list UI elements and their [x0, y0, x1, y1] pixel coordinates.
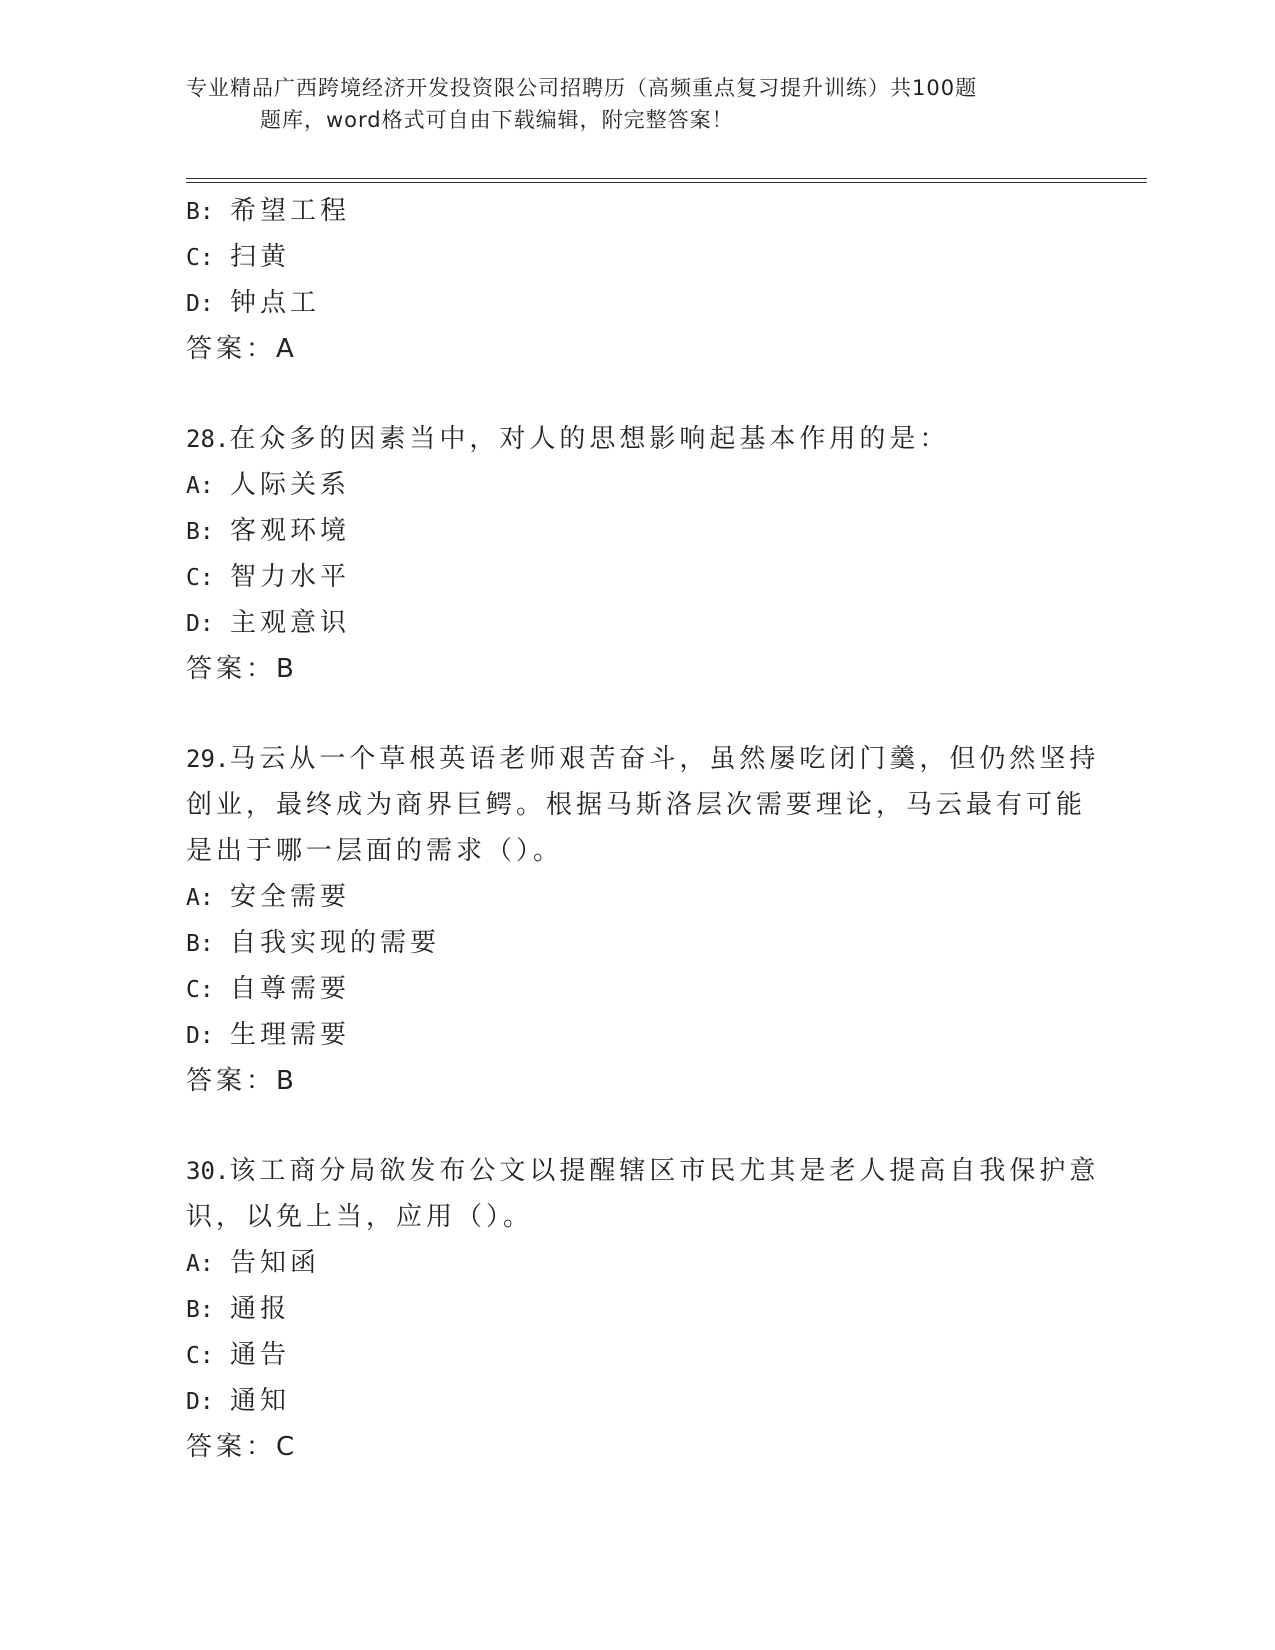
option-d — [186, 1378, 1086, 1424]
option-text: 自尊需要 — [230, 974, 351, 1004]
option-c — [186, 966, 1086, 1012]
option-key: A: — [186, 473, 214, 499]
carryover-question — [186, 188, 1086, 372]
question-text: 在众多的因素当中，对人的思想影响起基本作用的是： — [229, 424, 950, 454]
option-key: D: — [186, 1023, 214, 1049]
question-28 — [186, 416, 1086, 692]
option-key: B: — [186, 519, 214, 545]
option-a — [186, 874, 1086, 920]
option-d — [186, 280, 1086, 326]
page-title-line2: 题库，word格式可自由下载编辑，附完整答案！ — [260, 108, 734, 132]
page-title-line1: 专业精品广西跨境经济开发投资限公司招聘历（高频重点复习提升训练）共100题 — [186, 76, 978, 100]
option-key: C: — [186, 1343, 214, 1369]
option-text: 钟点工 — [230, 288, 321, 318]
option-text: 生理需要 — [230, 1020, 351, 1050]
question-number: 29. — [186, 745, 230, 773]
question-29 — [186, 736, 1100, 1104]
header-divider — [186, 178, 1147, 183]
option-key: D: — [186, 291, 214, 317]
option-key: A: — [186, 1251, 214, 1277]
option-text: 安全需要 — [230, 882, 351, 912]
option-a — [186, 1240, 1086, 1286]
option-a — [186, 462, 1086, 508]
option-text: 客观环境 — [230, 516, 351, 546]
option-key: C: — [186, 977, 214, 1003]
question-30 — [186, 1148, 1100, 1470]
option-text: 主观意识 — [230, 608, 351, 638]
option-d — [186, 1012, 1086, 1058]
option-b — [186, 188, 1086, 234]
option-text: 通报 — [230, 1294, 291, 1324]
option-text: 智力水平 — [230, 562, 351, 592]
option-text: 告知函 — [230, 1248, 321, 1278]
spacer — [186, 1104, 1086, 1148]
spacer — [186, 372, 1086, 416]
option-text: 通知 — [230, 1386, 291, 1416]
question-text-line: 是出于哪一层面的需求（）。 — [186, 836, 564, 866]
option-c — [186, 234, 1086, 280]
question-number: 30. — [186, 1157, 230, 1185]
question-number: 28. — [186, 425, 230, 453]
option-b — [186, 508, 1086, 554]
question-text-line: 识，以免上当，应用（）。 — [186, 1202, 534, 1232]
answer-line: 答案：B — [186, 1066, 298, 1096]
option-b — [186, 920, 1086, 966]
question-stem — [186, 1148, 1100, 1194]
option-key: B: — [186, 1297, 214, 1323]
option-key: A: — [186, 885, 214, 911]
option-b — [186, 1286, 1086, 1332]
option-text: 自我实现的需要 — [230, 928, 441, 958]
option-key: C: — [186, 565, 214, 591]
question-stem — [186, 736, 1100, 782]
spacer — [186, 692, 1086, 736]
page-header — [186, 72, 1086, 136]
answer-line: 答案：C — [186, 1432, 299, 1462]
option-key: B: — [186, 199, 214, 225]
option-c — [186, 554, 1086, 600]
option-key: B: — [186, 931, 214, 957]
option-text: 希望工程 — [230, 196, 351, 226]
option-c — [186, 1332, 1086, 1378]
option-key: D: — [186, 611, 214, 637]
question-text: 马云从一个草根英语老师艰苦奋斗，虽然屡吃闭门羹，但仍然坚持 — [229, 744, 1100, 774]
answer-line: 答案：A — [186, 334, 298, 364]
question-text-line: 创业，最终成为商界巨鳄。根据马斯洛层次需要理论，马云最有可能 — [186, 790, 1087, 820]
answer-line: 答案：B — [186, 654, 298, 684]
option-text: 扫黄 — [230, 242, 291, 272]
question-stem — [186, 416, 1086, 462]
question-text: 该工商分局欲发布公文以提醒辖区市民尤其是老人提高自我保护意 — [229, 1156, 1100, 1186]
option-d — [186, 600, 1086, 646]
option-text: 通告 — [230, 1340, 291, 1370]
option-key: C: — [186, 245, 214, 271]
option-text: 人际关系 — [230, 470, 351, 500]
document-body — [186, 188, 1100, 1470]
option-key: D: — [186, 1389, 214, 1415]
